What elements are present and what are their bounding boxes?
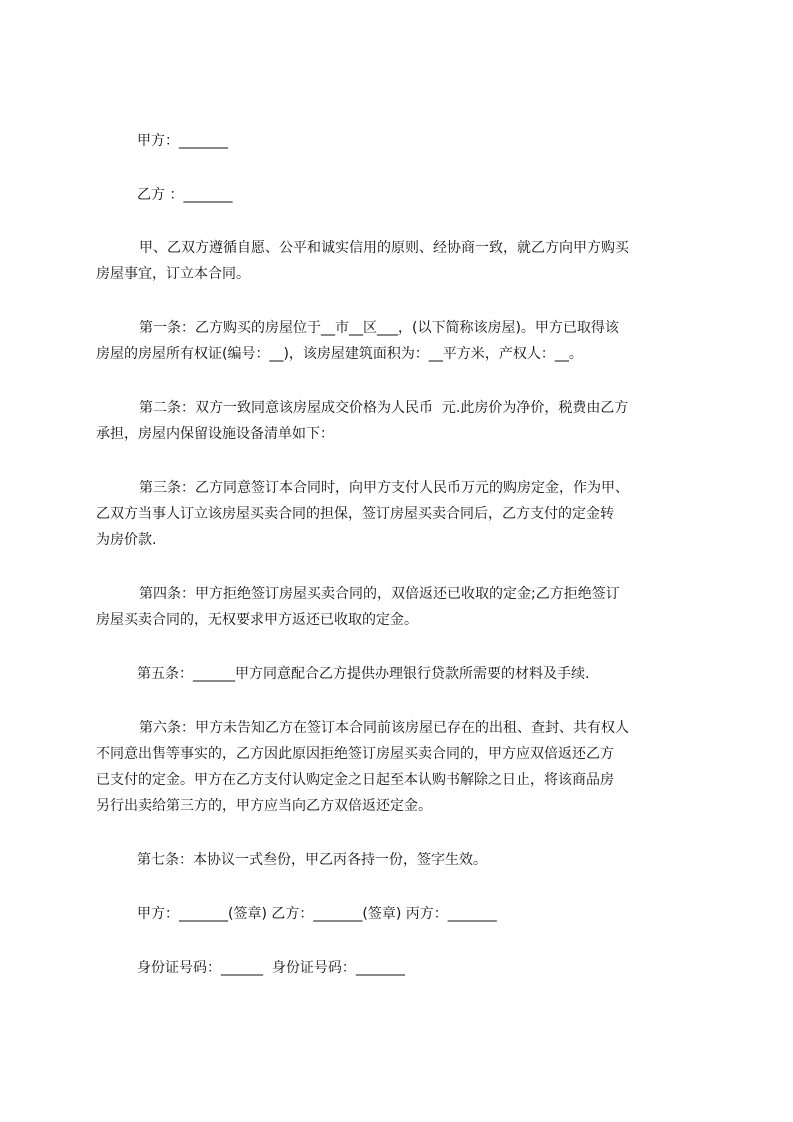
clause3-line-1: 第三条：乙方同意签订本合同时，向甲方支付人民币万元的购房定金，作为甲、 (139, 480, 629, 496)
clause6-line-2: 不同意出售等事实的，乙方因此原因拒绝签订房屋买卖合同的，甲方应双倍返还乙方 (96, 746, 614, 762)
clause6-line-4: 另行出卖给第三方的，甲方应当向乙方双倍返还定金。 (96, 798, 432, 814)
clause4-line-2: 房屋买卖合同的，无权要求甲方返还已收取的定金。 (96, 612, 418, 628)
clause6-line-3: 已支付的定金。甲方在乙方支付认购定金之日起至本认购书解除之日止，将该商品房 (96, 772, 614, 788)
clause3-line-2: 乙双方当事人订立该房屋买卖合同的担保，签订房屋买卖合同后，乙方支付的定金转 (96, 506, 614, 522)
intro-line-1: 甲、乙双方遵循自愿、公平和诚实信用的原则、经协商一致，就乙方向甲方购买 (139, 240, 629, 256)
clause1-line-2: 房屋的房屋所有权证(编号：__)，该房屋建筑面积为：__平方米，产权人：__。 (96, 346, 583, 362)
clause4-line-1: 第四条：甲方拒绝签订房屋买卖合同的，双倍返还已收取的定金;乙方拒绝签订 (139, 586, 620, 602)
clause2-line-2: 承担，房屋内保留设施设备清单如下： (96, 426, 334, 442)
signature-line: 甲方：_______(签章) 乙方：_______(签章) 丙方：_______ (137, 906, 497, 922)
party-a-line: 甲方：_______ (137, 133, 228, 149)
clause2-line-1: 第二条：双方一致同意该房屋成交价格为人民币 元.此房价为净价，税费由乙方 (139, 400, 629, 416)
clause3-line-3: 为房价款. (96, 532, 157, 548)
party-b-line: 乙方 ：_______ (137, 187, 233, 203)
clause1-line-1: 第一条：乙方购买的房屋位于__市__区___，(以下简称该房屋)。甲方已取得该 (139, 320, 619, 336)
id-number-line: 身份证号码：______ 身份证号码：_______ (137, 960, 405, 976)
clause6-line-1: 第六条：甲方未告知乙方在签订本合同前该房屋已存在的出租、查封、共有权人 (139, 720, 629, 736)
clause7-line-1: 第七条：本协议一式叁份，甲乙丙各持一份，签字生效。 (137, 852, 487, 868)
clause5-line-1: 第五条：______甲方同意配合乙方提供办理银行贷款所需要的材料及手续. (137, 666, 590, 682)
intro-line-2: 房屋事宜，订立本合同。 (96, 266, 250, 282)
